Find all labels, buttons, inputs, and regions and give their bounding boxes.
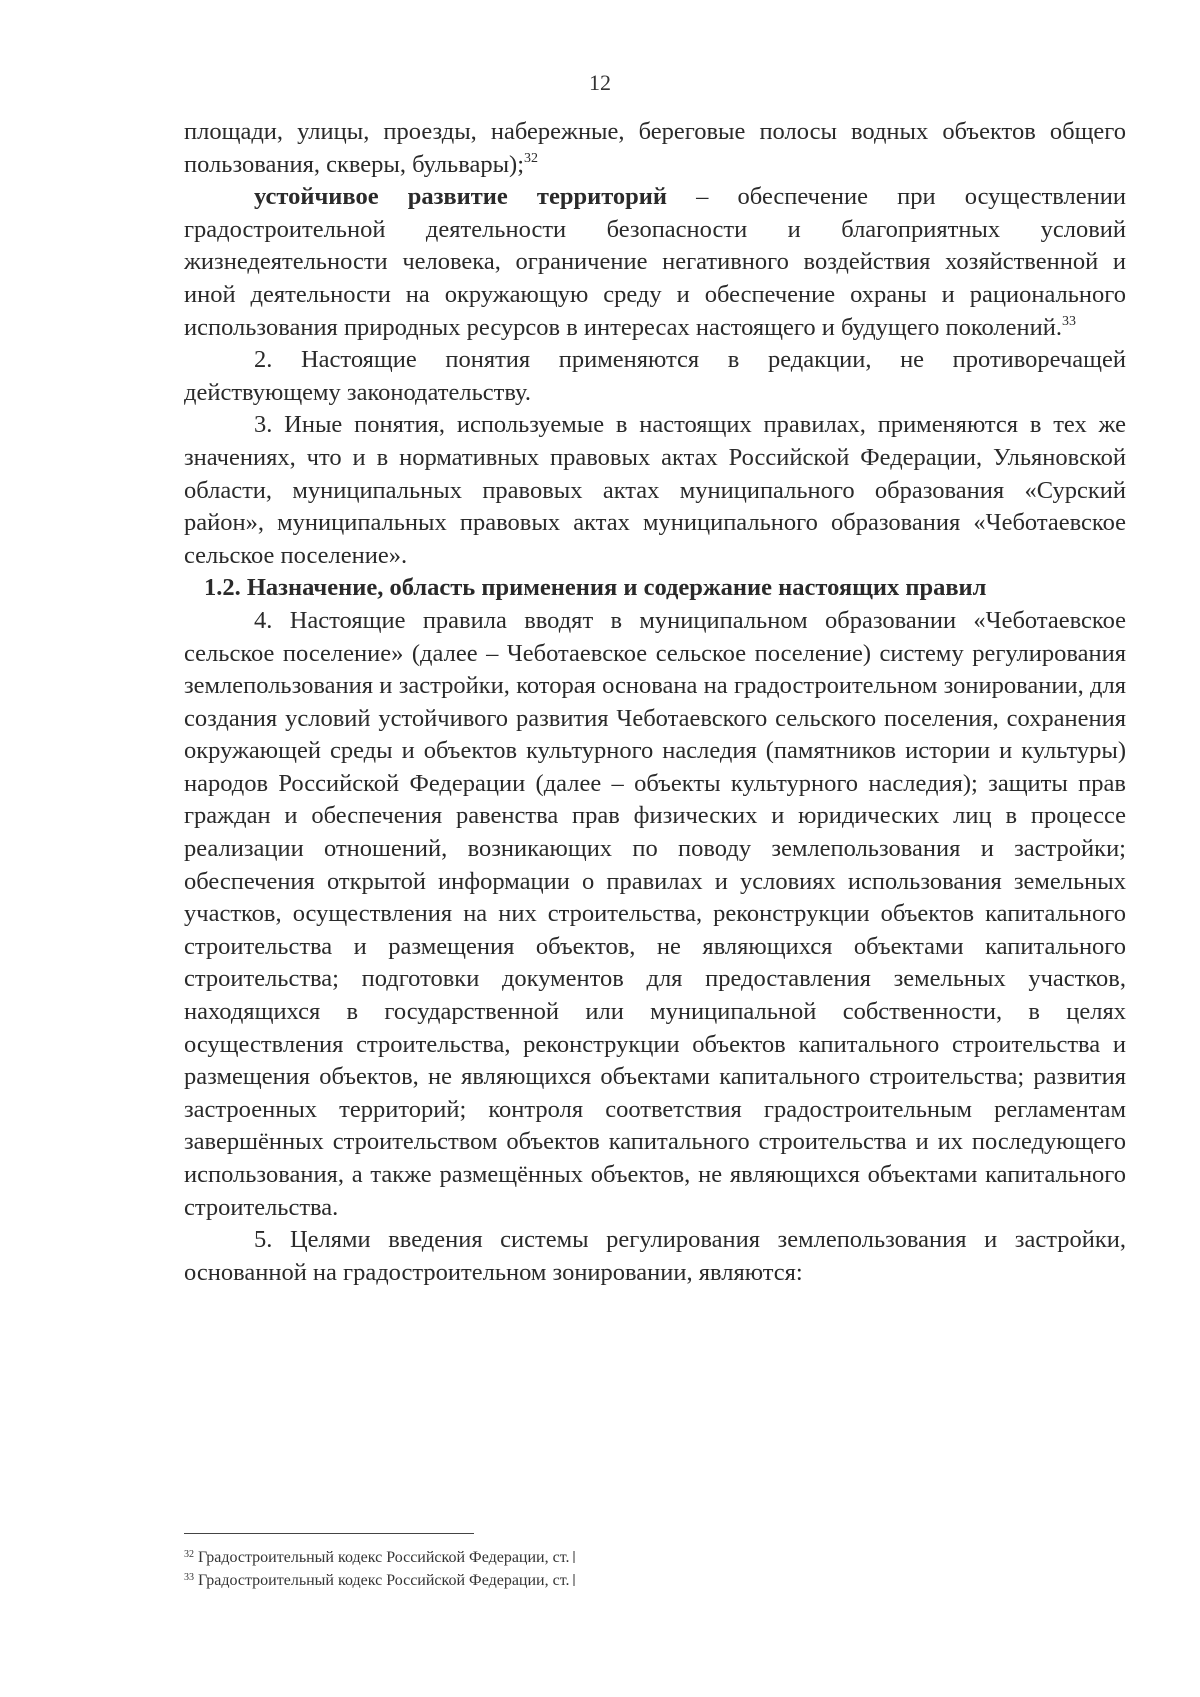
footnote-ref: 33: [1061, 313, 1076, 329]
footnote: [184, 1569, 884, 1592]
paragraph-text: площади, улицы, проезды, набережные, береговые полосы водных объектов общего пользования, скверы, бульвары);: [184, 118, 1126, 178]
footnote-divider: [184, 1533, 474, 1534]
body-text: [184, 116, 1126, 1289]
paragraph-item-4: 4. Настоящие правила вводят в муниципальном образовании «Чеботаевское сельское поселение» (далее – Чеботаевское сельское поселение) систему регулирования землепользования и застройки, которая основана на градостроительном зонировании, для создания условий устойчивого развития Чеботаевского сельского поселения, сохранения окружающей среды и объектов культурного наследия (памятников истории и культуры) народов Российской Федерации (далее – объекты культурного наследия); защиты прав граждан и обеспечения равенства прав физических и юридических лиц в процессе реализации отношений, возникающих по поводу землепользования и застройки; обеспечения открытой информации о правилах и условиях использования земельных участков, осуществления на них строительства, реконструкции объектов капитального строительства и размещения объектов, не являющихся объектами капитального строительства; подготовки документов для предоставления земельных участков, находящихся в государственной или муниципальной собственности, в целях осуществления строительства, реконструкции объектов капитального строительства и размещения объектов, не являющихся объектами капитального строительства; развития застроенных территорий; контроля соответствия градостроительным регламентам завершённых строительством объектов капитального строительства и их последующего использования, а также размещённых объектов, не являющихся объектами капитального строительства.: [184, 606, 1126, 1221]
paragraph-item-3: 3. Иные понятия, используемые в настоящих правилах, применяются в тех же значениях, что и в нормативных правовых актах Российской Федерации, Ульяновской области, муниципальных правовых актах муниципального образования «Сурский район», муниципальных правовых актах муниципального образования «Чеботаевское сельское поселение».: [184, 411, 1126, 569]
paragraph-text: – обеспечение при осуществлении градостроительной деятельности безопасности и благоприятных условий жизнедеятельности человека, ограничение негативного воздействия хозяйственной и иной деятельности на окружающую среду и обеспечение охраны и рационального использования природных ресурсов в интересах настоящего и будущего поколений.: [184, 183, 1126, 341]
cut-off-mark: [573, 1574, 575, 1586]
footnote-number: 33: [184, 1572, 194, 1583]
footnote-text: Градостроительный кодекс Российской Федерации, ст.: [198, 1549, 570, 1566]
paragraph-definitions-end: [184, 116, 1126, 181]
paragraph-item-2: 2. Настоящие понятия применяются в редакции, не противоречащей действующему законодательству.: [184, 346, 1126, 406]
paragraph-sustainable-development: [184, 181, 1126, 344]
section-heading: 1.2. Назначение, область применения и содержание настоящих правил: [204, 574, 987, 602]
footnote: [184, 1546, 884, 1569]
footnote-text: Градостроительный кодекс Российской Федерации, ст.: [198, 1572, 570, 1589]
paragraph-item-5: 5. Целями введения системы регулирования землепользования и застройки, основанной на градостроительном зонировании, являются:: [184, 1226, 1126, 1286]
defined-term: устойчивое развитие территорий: [254, 183, 668, 211]
page-number: 12: [589, 70, 611, 95]
cut-off-mark: [573, 1551, 575, 1563]
footnote-ref: 32: [524, 150, 539, 166]
footnote-number: 32: [184, 1549, 194, 1560]
footnotes: [184, 1546, 884, 1592]
